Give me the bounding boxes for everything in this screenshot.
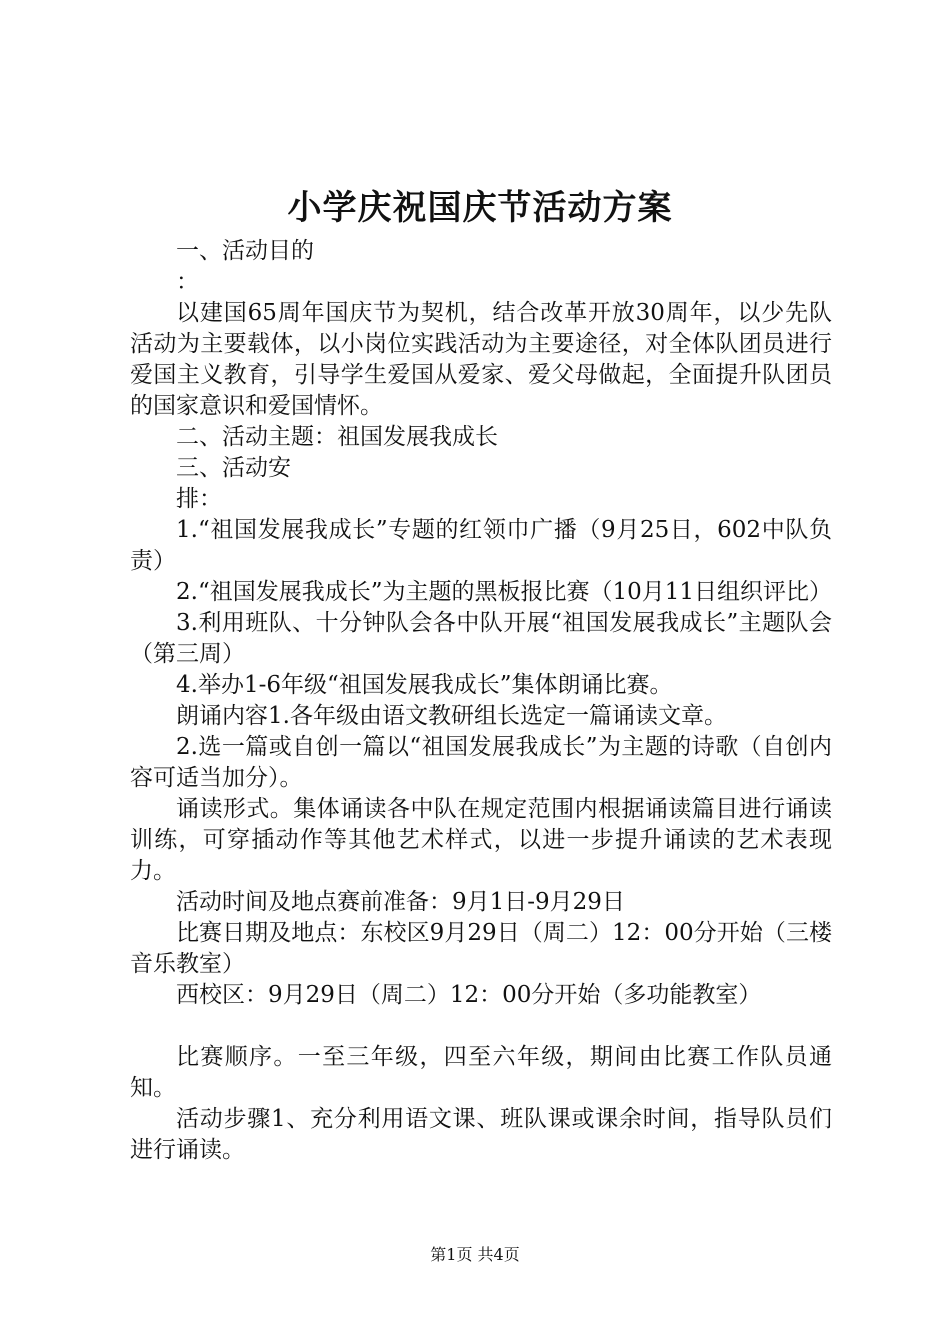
section-heading-purpose: 一、活动目的 [176, 238, 314, 264]
list-item-1: 1.“祖国发展我成长”专题的红领巾广播（9月25日，602中队负责） [130, 517, 832, 574]
blank-line [130, 1011, 832, 1042]
paragraph-order: 比赛顺序。一至三年级，四至六年级，期间由比赛工作队员通知。 [130, 1044, 832, 1101]
paragraph-recite-form: 诵读形式。集体诵读各中队在规定范围内根据诵读篇目进行诵读训练，可穿插动作等其他艺术样式，以进一步提升诵读的艺术表现力。 [130, 796, 832, 884]
section-heading-arrangement: 三、活动安 [176, 455, 291, 481]
paragraph-west-campus: 西校区：9月29日（周二）12：00分开始（多功能教室） [176, 982, 762, 1008]
list-item-2: 2.“祖国发展我成长”为主题的黑板报比赛（10月11日组织评比） [176, 579, 832, 605]
paragraph-prep-time: 活动时间及地点赛前准备：9月1日-9月29日 [176, 889, 625, 915]
page-footer: 第1页 共4页 [430, 1245, 520, 1264]
paragraph-recite-content: 朗诵内容1.各年级由语文教研组长选定一篇诵读文章。 [176, 703, 727, 729]
paragraph-arrangement-colon: 排： [176, 486, 222, 512]
paragraph-purpose-text: 以建国65周年国庆节为契机，结合改革开放30周年，以少先队活动为主要载体，以小岗位实践活动为主要途径，对全体队团员进行爱国主义教育，引导学生爱国从爱家、爱父母做起，全面提升队团员的国家意识和爱国情怀。 [130, 300, 832, 419]
document-body [130, 236, 832, 1166]
list-item-4: 4.举办1-6年级“祖国发展我成长”集体朗诵比赛。 [176, 672, 673, 698]
paragraph-steps: 活动步骤1、充分利用语文课、班队课或课余时间，指导队员们进行诵读。 [130, 1106, 832, 1163]
list-item-3: 3.利用班队、十分钟队会各中队开展“祖国发展我成长”主题队会（第三周） [130, 610, 832, 667]
paragraph-recite-content-2: 2.选一篇或自创一篇以“祖国发展我成长”为主题的诗歌（自创内容可适当加分）。 [130, 734, 832, 791]
paragraph-east-campus: 比赛日期及地点：东校区9月29日（周二）12：00分开始（三楼音乐教室） [130, 920, 832, 977]
document-title: 小学庆祝国庆节活动方案 [287, 188, 673, 228]
section-heading-theme: 二、活动主题：祖国发展我成长 [176, 424, 498, 450]
paragraph-colon: ： [176, 269, 199, 295]
